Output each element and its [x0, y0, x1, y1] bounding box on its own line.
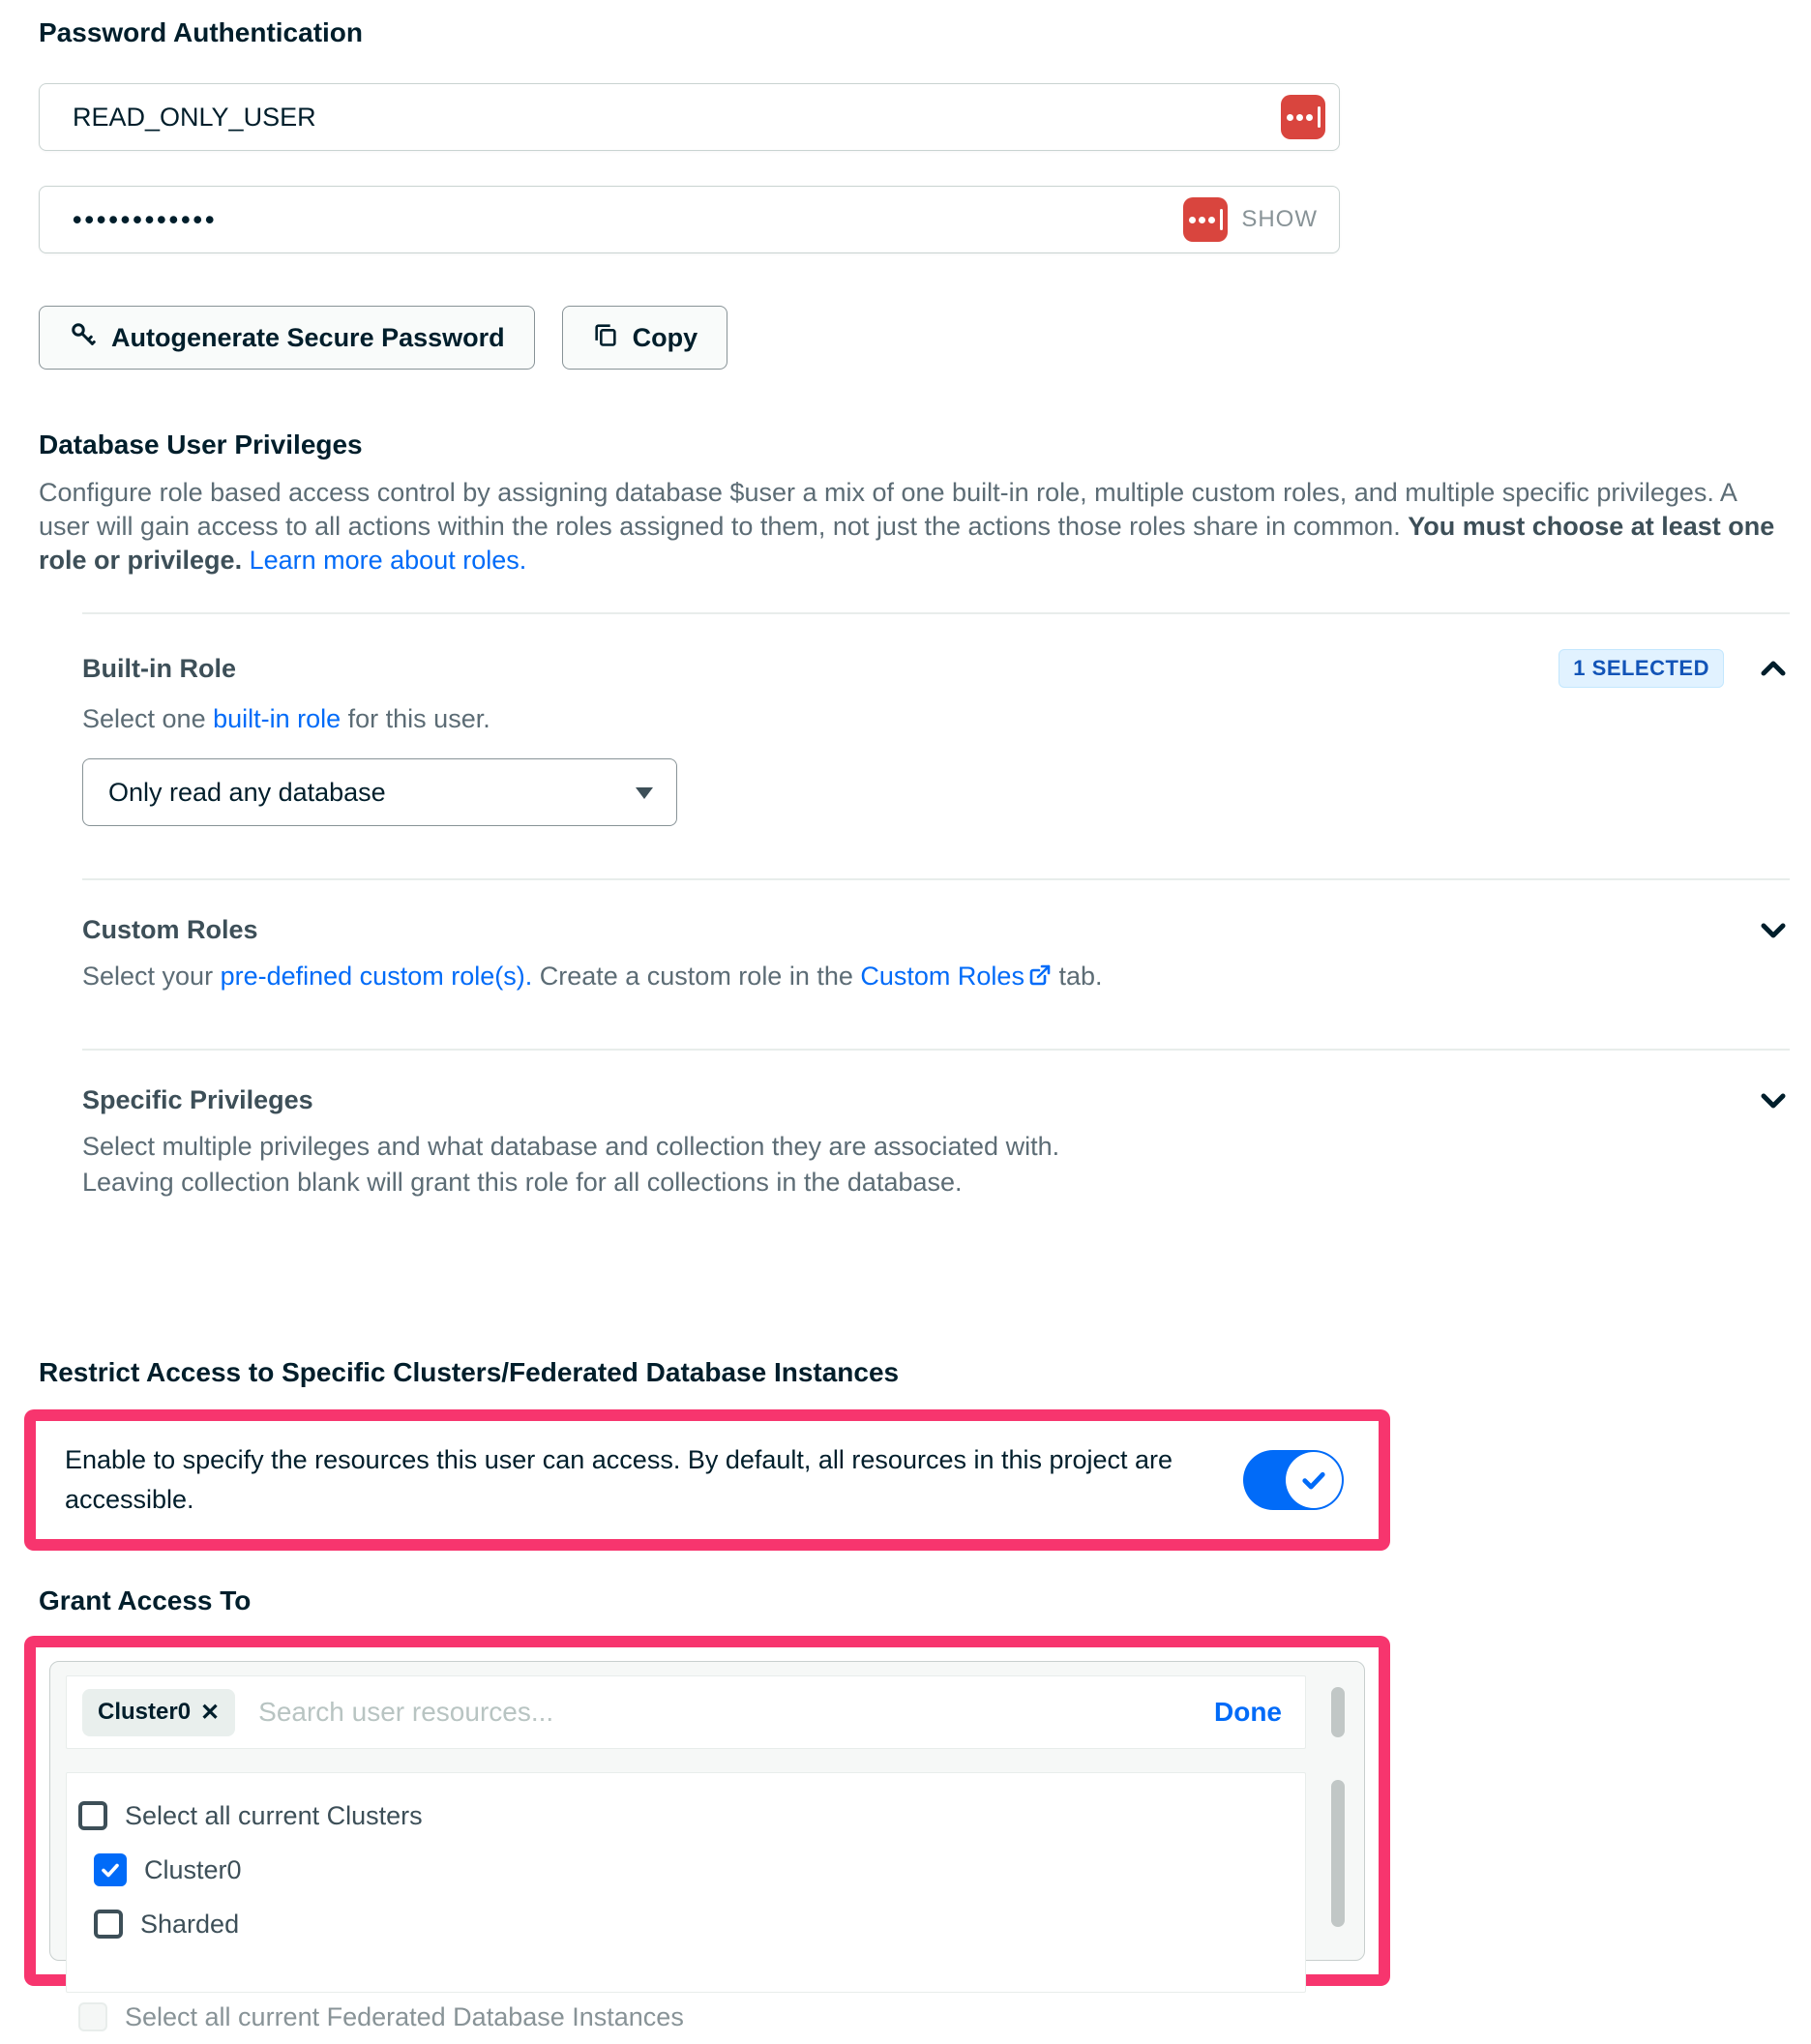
specific-privileges-section [82, 1049, 1790, 1268]
specific-privileges-description: Select multiple privileges and what database and collection they are associated with. Leaving collection blank will grant this role for all collections in the database. [82, 1132, 1060, 1197]
restrict-access-annotation-box [24, 1409, 1390, 1551]
expand-custom-roles-button[interactable] [1757, 919, 1790, 942]
checkbox-disabled [78, 2002, 107, 2031]
password-manager-icon[interactable] [1183, 197, 1228, 242]
custom-roles-description: Select your pre-defined custom role(s). Create a custom role in the Custom Roles tab. [82, 959, 1790, 996]
key-icon [69, 320, 98, 356]
custom-roles-section [82, 878, 1790, 1049]
database-user-privileges-title: Database User Privileges [39, 430, 363, 459]
restrict-access-toggle[interactable] [1243, 1450, 1344, 1510]
restrict-access-title: Restrict Access to Specific Clusters/Federated Database Instances [39, 1357, 900, 1387]
built-in-role-link[interactable]: built-in role [213, 704, 341, 733]
resource-search-row [66, 1675, 1306, 1749]
selected-count-badge: 1 SELECTED [1559, 649, 1724, 688]
checkbox-unchecked[interactable] [94, 1910, 123, 1939]
built-in-role-title: Built-in Role [82, 653, 236, 683]
grant-access-annotation-box [24, 1636, 1390, 2031]
autogenerate-password-button[interactable]: Autogenerate Secure Password [39, 306, 535, 370]
resource-list-scrollbar[interactable] [1331, 1780, 1345, 1927]
password-actions [39, 306, 1790, 370]
sharded-row[interactable]: Sharded [78, 1897, 1305, 1951]
show-password-button[interactable]: SHOW [1241, 206, 1318, 232]
toggle-knob [1286, 1452, 1342, 1508]
select-all-federated-row: Select all current Federated Database Instances [78, 1990, 1305, 2044]
custom-roles-title: Custom Roles [82, 915, 258, 944]
done-button[interactable]: Done [1214, 1697, 1282, 1727]
privileges-description: Configure role based access control by assigning database $user a mix of one built-in role, multiple custom roles, and multiple specific privileges. A user will gain access to all actions within the roles assigned to them, not just the actions those roles share in common. You must choose at least one role or privilege. Learn more about roles. [39, 478, 1775, 575]
password-input[interactable] [40, 187, 1183, 252]
predefined-custom-roles-link[interactable]: pre-defined custom role(s). [220, 962, 533, 991]
checkbox-checked[interactable] [94, 1853, 127, 1886]
username-field-wrapper [39, 83, 1340, 151]
external-link-icon [1028, 961, 1052, 996]
learn-more-roles-link[interactable]: Learn more about roles. [249, 546, 527, 575]
password-manager-icon[interactable] [1281, 95, 1325, 139]
chevron-down-icon [636, 787, 653, 799]
copy-password-button[interactable]: Copy [562, 306, 728, 370]
username-input[interactable] [40, 84, 1281, 150]
grant-access-title: Grant Access To [39, 1585, 252, 1615]
copy-icon [592, 321, 619, 355]
resource-search-input[interactable] [235, 1697, 1214, 1728]
chevron-up-icon [1757, 657, 1790, 680]
resource-list [66, 1772, 1306, 2031]
selected-resource-chip: Cluster0 ✕ [82, 1689, 235, 1736]
chevron-down-icon [1757, 919, 1790, 942]
built-in-role-description: Select one built-in role for this user. [82, 704, 490, 733]
built-in-role-select[interactable]: Only read any database [82, 758, 677, 826]
resource-picker [49, 1661, 1365, 2031]
remove-chip-icon[interactable]: ✕ [200, 1699, 221, 1726]
search-row-scrollbar[interactable] [1331, 1687, 1345, 1737]
check-icon [99, 1858, 122, 1881]
built-in-role-section [82, 612, 1790, 878]
password-field-wrapper [39, 186, 1340, 253]
roles-card [82, 612, 1790, 1268]
chevron-down-icon [1757, 1089, 1790, 1112]
custom-roles-tab-link[interactable]: Custom Roles [860, 962, 1052, 991]
restrict-access-description: Enable to specify the resources this user can access. By default, all resources in this project are accessible. [65, 1445, 1173, 1514]
checkbox-unchecked[interactable] [78, 1801, 107, 1830]
select-all-clusters-row[interactable]: Select all current Clusters [78, 1789, 1305, 1843]
check-icon [1297, 1464, 1330, 1496]
cluster0-row[interactable]: Cluster0 [78, 1843, 1305, 1897]
specific-privileges-title: Specific Privileges [82, 1085, 313, 1114]
password-authentication-title: Password Authentication [39, 17, 364, 47]
expand-specific-privileges-button[interactable] [1757, 1089, 1790, 1112]
collapse-built-in-role-button[interactable] [1757, 657, 1790, 680]
